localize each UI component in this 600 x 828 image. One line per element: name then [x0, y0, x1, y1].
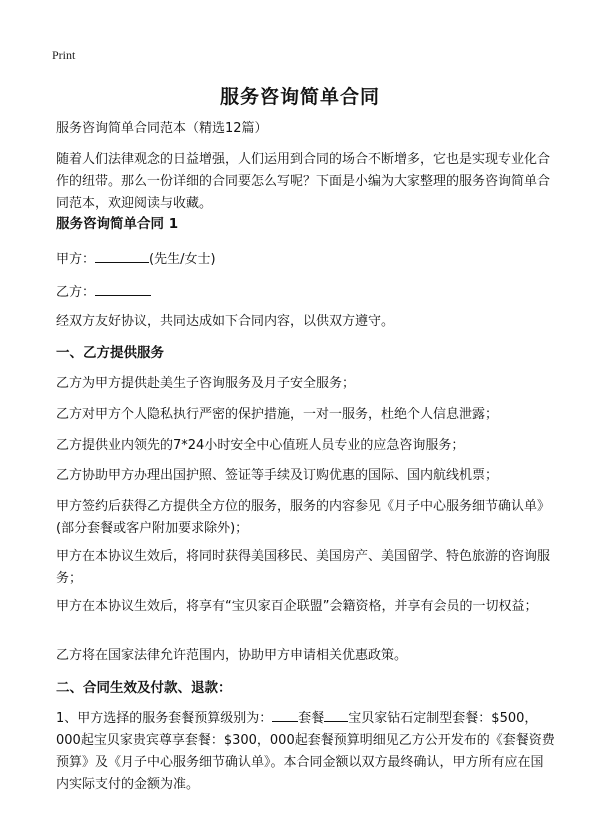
diamond-package: 宝贝家钻石定制型套餐：$500 — [348, 711, 525, 726]
service-item-1: 乙方为甲方提供赴美生子咨询服务及月子安全服务； — [56, 376, 356, 391]
service-item-5: 甲方签约后获得乙方提供全方位的服务，服务的内容参见《月子中心服务细节确认单》(部分套餐或客户附加要求除外)； — [56, 499, 551, 536]
intro-paragraph: 随着人们法律观念的日益增强，人们运用到合同的场合不断增多，它也是实现专业化合作的纽带。那么一份详细的合同要怎么写呢？下面是小编为大家整理的服务咨询简单合同范本，欢迎阅读与收藏。 — [56, 152, 551, 211]
package-word: 套餐 — [298, 711, 325, 726]
payment-clause-lead: 1、甲方选择的服务套餐预算级别为： — [56, 711, 273, 726]
section-1-heading: 一、乙方提供服务 — [56, 345, 164, 361]
package-blank-2 — [324, 707, 348, 722]
section-2-heading: 二、合同生效及付款、退款： — [56, 680, 232, 696]
print-link[interactable]: Print — [52, 48, 76, 62]
contract-1-heading: 服务咨询简单合同 1 — [56, 216, 179, 232]
service-item-2: 乙方对甲方个人隐私执行严密的保护措施，一对一服务，杜绝个人信息泄露； — [56, 407, 499, 422]
payment-clause-rest: ，000起宝贝家贵宾尊享套餐：$300，000起套餐预算明细见乙方公开发布的《套餐资费预算》及《月子中心服务细节确认单》。本合同金额以双方最终确认，甲方所有应在国内实际支付的金额为准。 — [56, 711, 555, 792]
service-item-8: 乙方将在国家法律允许范围内，协助甲方申请相关优惠政策。 — [56, 648, 408, 663]
payment-clause-1 — [56, 707, 556, 796]
service-item-7: 甲方在本协议生效后，将享有“宝贝家百企联盟”会籍资格，并享有会员的一切权益； — [56, 599, 538, 614]
service-item-4: 乙方协助甲方办理出国护照、签证等手续及订购优惠的国际、国内航线机票； — [56, 468, 499, 483]
party-b-label: 乙方： — [56, 285, 96, 300]
party-a-blank — [95, 248, 149, 263]
service-item-6: 甲方在本协议生效后，将同时获得美国移民、美国房产、美国留学、特色旅游的咨询服务； — [56, 549, 551, 586]
party-a-label: 甲方： — [56, 252, 96, 267]
package-blank-1 — [272, 707, 298, 722]
party-a-suffix: (先生/女士) — [149, 252, 216, 267]
party-b-blank — [95, 281, 151, 296]
agreement-line: 经双方友好协议，共同达成如下合同内容，以供双方遵守。 — [56, 314, 395, 329]
document-subtitle: 服务咨询简单合同范本（精选12篇） — [56, 121, 268, 136]
document-title: 服务咨询简单合同 — [219, 86, 380, 108]
party-a-line — [56, 248, 556, 271]
service-item-3: 乙方提供业内领先的7*24小时安全中心值班人员专业的应急咨询服务； — [56, 438, 465, 453]
party-b-line — [56, 281, 556, 304]
